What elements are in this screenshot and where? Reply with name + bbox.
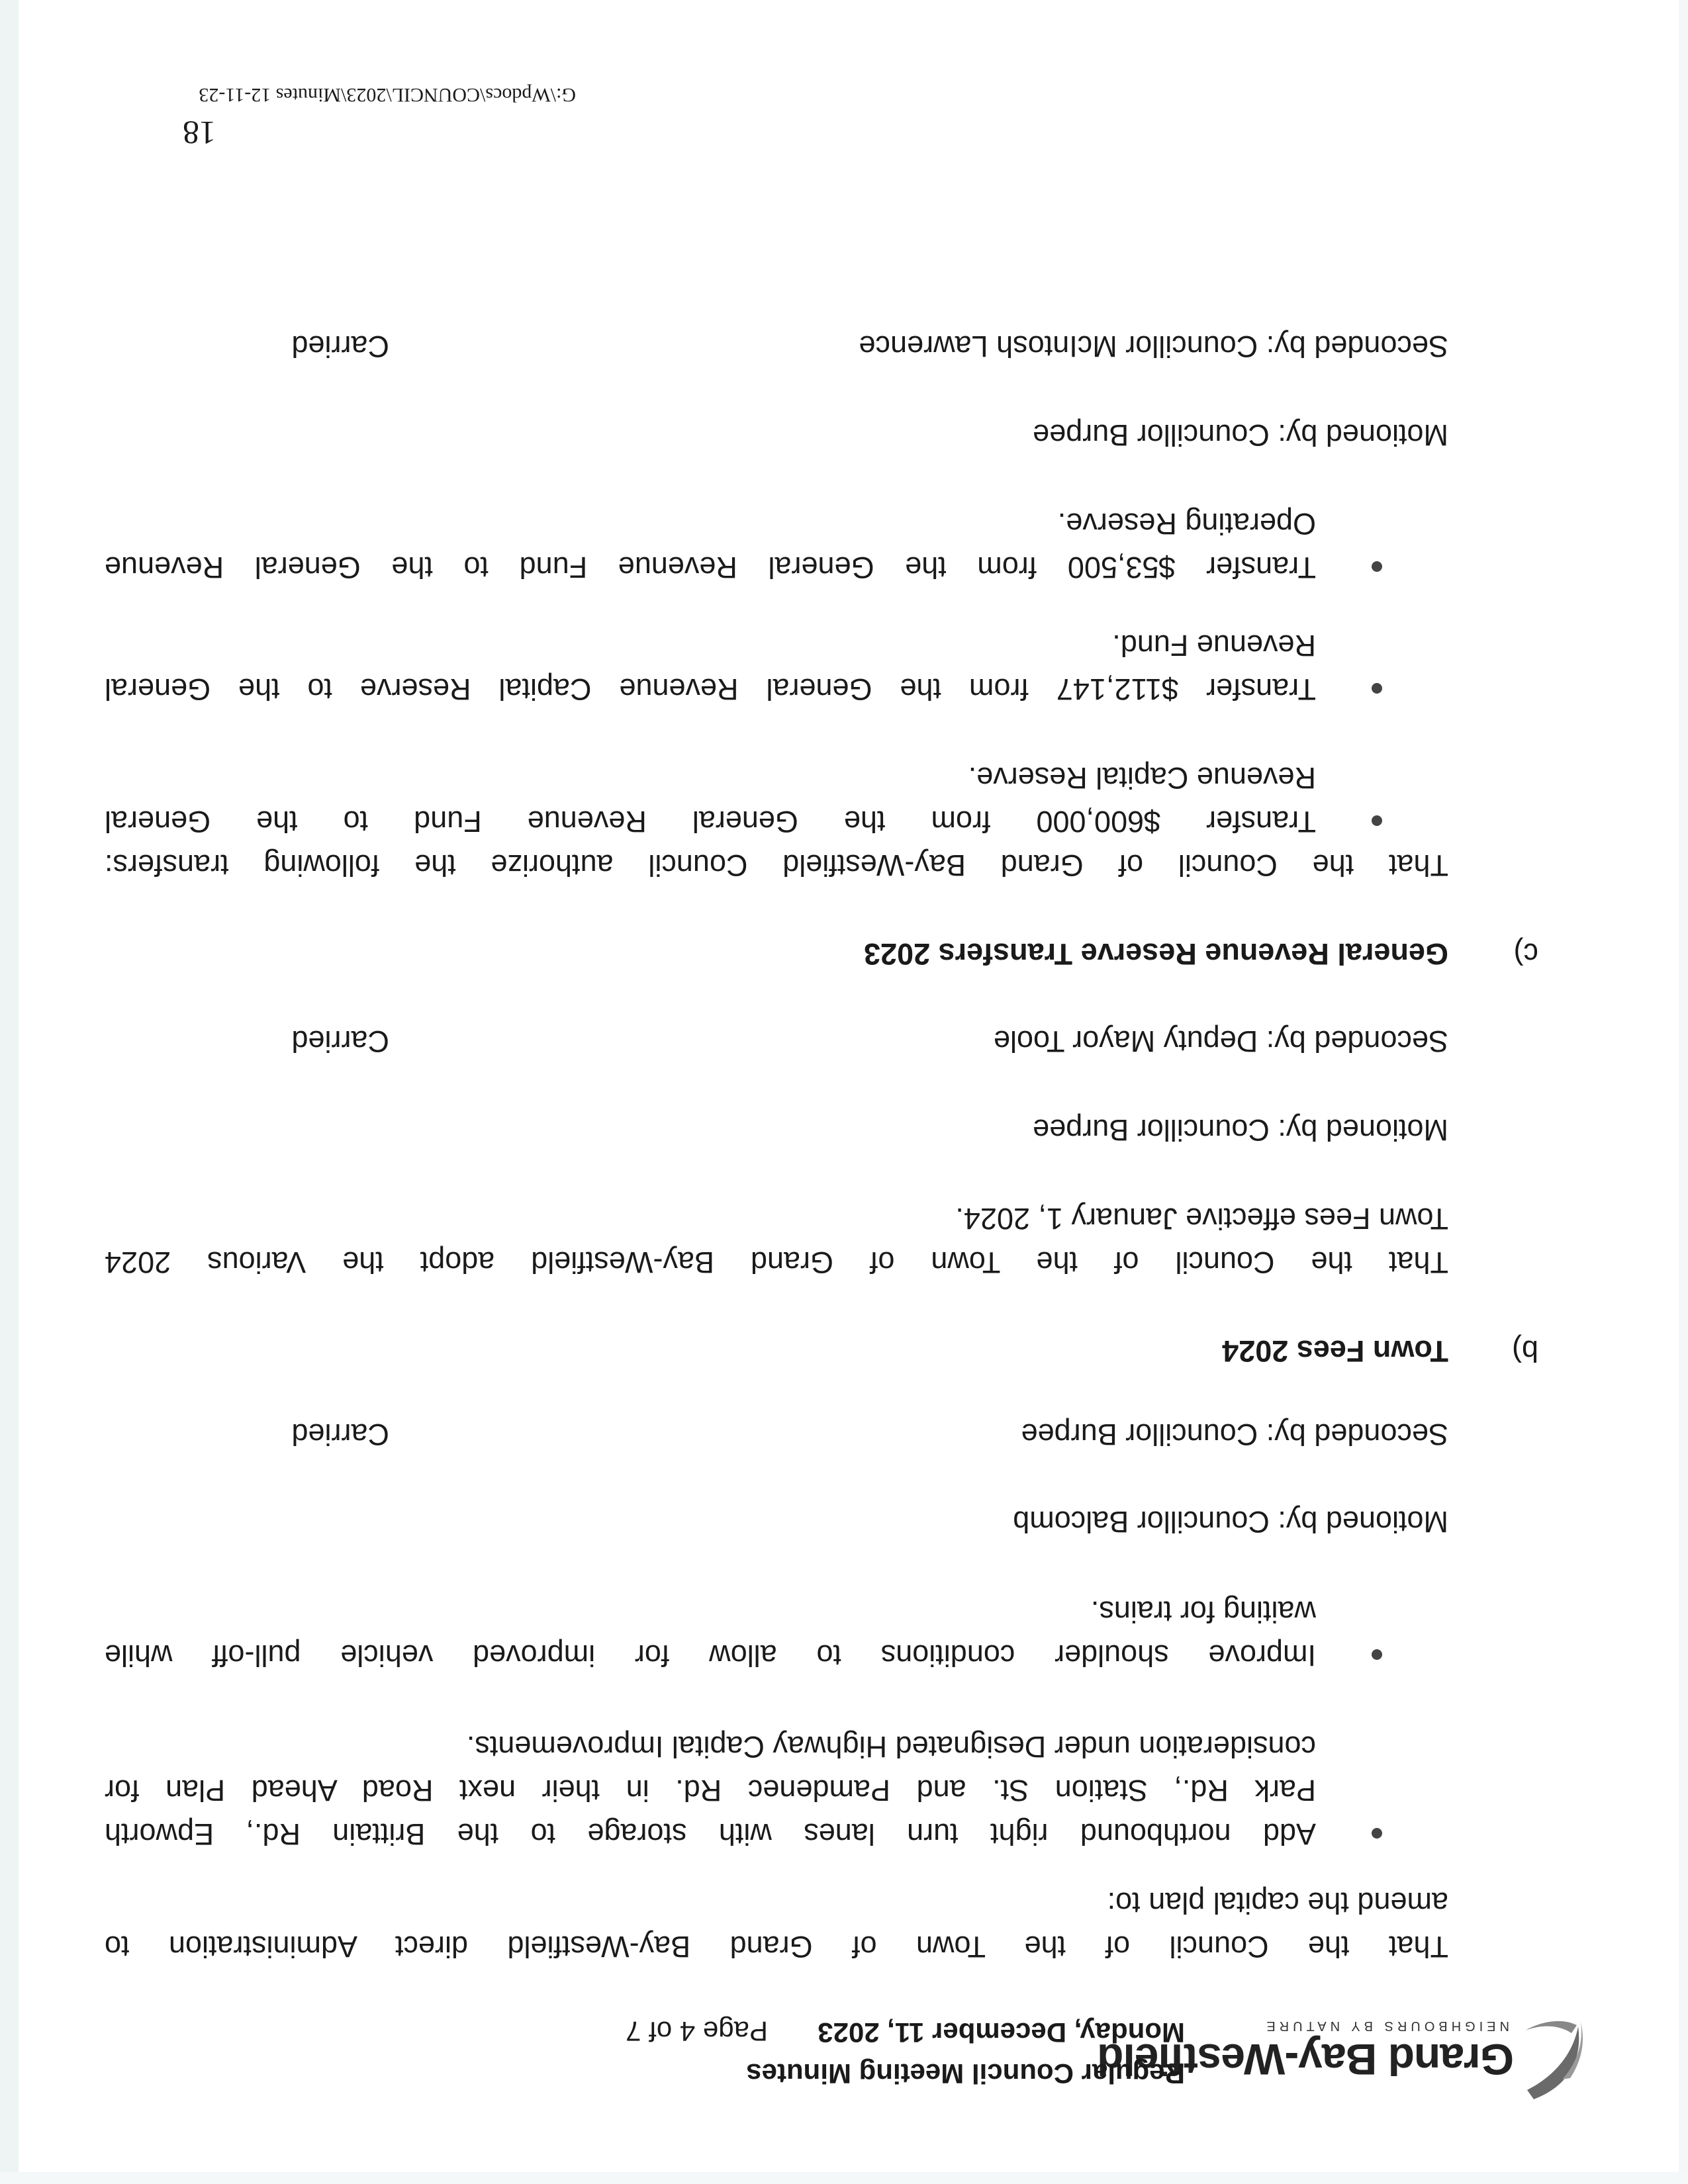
logo-tagline: NEIGHBOURS BY NATURE	[1262, 2019, 1509, 2033]
section-c-title: General Revenue Reserve Transfers 2023	[863, 937, 1448, 971]
section-c-intro: That the Council of Grand Bay-Westfield Council authorize the following transfers:	[105, 848, 1448, 882]
transfer-bullet-3-line-1: Transfer $53,500 from the General Revenue Fund to the General Revenue	[105, 551, 1316, 584]
intro-line-2: amend the capital plan to:	[1107, 1886, 1448, 1920]
section-b-line-2: Town Fees effective January 1, 2024.	[955, 1202, 1448, 1236]
motion-1-result: Carried	[291, 1418, 389, 1451]
motion-3-motioned: Motioned by: Councillor Burpee	[1033, 418, 1448, 452]
transfer-bullet-1-line-2: Revenue Capital Reserve.	[968, 761, 1316, 795]
meeting-date: Monday, December 11, 2023	[818, 2017, 1185, 2048]
motion-3-result: Carried	[291, 330, 389, 363]
capital-bullet-2-line-2: waiting for trains.	[1090, 1595, 1316, 1629]
transfer-bullet-2-line-2: Revenue Fund.	[1112, 629, 1316, 662]
motion-3-seconded: Seconded by: Councillor McIntosh Lawrence	[859, 330, 1448, 363]
capital-bullet-1-line-3: consideration under Designated Highway Capital Improvements.	[466, 1730, 1316, 1764]
section-b-title: Town Fees 2024	[1222, 1334, 1448, 1368]
town-logo	[1098, 2012, 1603, 2105]
transfer-bullet-1-line-1: Transfer $600,000 from the General Revenue Fund to the General	[105, 805, 1316, 839]
bullet-icon	[1372, 1649, 1382, 1660]
footer-file-path: G:\Wpdocs\COUNCIL\2023\Minutes 12-11-23	[199, 84, 576, 106]
bullet-icon	[1372, 683, 1382, 694]
section-c-letter: c)	[1513, 937, 1538, 971]
bullet-icon	[1372, 815, 1382, 826]
motion-2-seconded: Seconded by: Deputy Mayor Toole	[993, 1024, 1448, 1058]
motion-2-motioned: Motioned by: Councillor Burpee	[1033, 1113, 1448, 1147]
transfer-bullet-2-line-1: Transfer $112,147 from the General Revenue Capital Reserve to the General	[105, 672, 1316, 706]
logo-wordmark: Grand Bay-Westfield	[1098, 2035, 1514, 2084]
bullet-icon	[1372, 561, 1382, 572]
motion-1-motioned: Motioned by: Councillor Balcomb	[1013, 1505, 1448, 1539]
section-b-letter: b)	[1511, 1334, 1538, 1368]
bullet-icon	[1372, 1828, 1382, 1839]
intro-line-1: That the Council of the Town of Grand Bay-Westfield direct Administration to	[105, 1930, 1448, 1964]
page-title: Regular Council Meeting Minutes	[746, 2058, 1185, 2089]
transfer-bullet-3-line-2: Operating Reserve.	[1057, 507, 1316, 541]
capital-bullet-1-line-1: Add northbound right turn lanes with storage to the Brittain Rd., Epworth	[105, 1817, 1316, 1851]
section-b-line-1: That the Council of the Town of Grand Bay-Westfield adopt the Various 2024	[105, 1246, 1448, 1279]
motion-2-result: Carried	[291, 1024, 389, 1058]
motion-1-seconded: Seconded by: Councillor Burpee	[1021, 1418, 1448, 1451]
page-indicator: Page 4 of 7	[626, 2016, 768, 2047]
swoosh-icon	[1517, 2005, 1603, 2105]
capital-bullet-1-line-2: Park Rd., Station St. and Pamdenec Rd. in their next Road Ahead Plan for	[105, 1774, 1316, 1807]
capital-bullet-2-line-1: Improve shoulder conditions to allow for improved vehicle pull-off while	[105, 1639, 1316, 1672]
footer-page-number: 18	[183, 114, 216, 152]
